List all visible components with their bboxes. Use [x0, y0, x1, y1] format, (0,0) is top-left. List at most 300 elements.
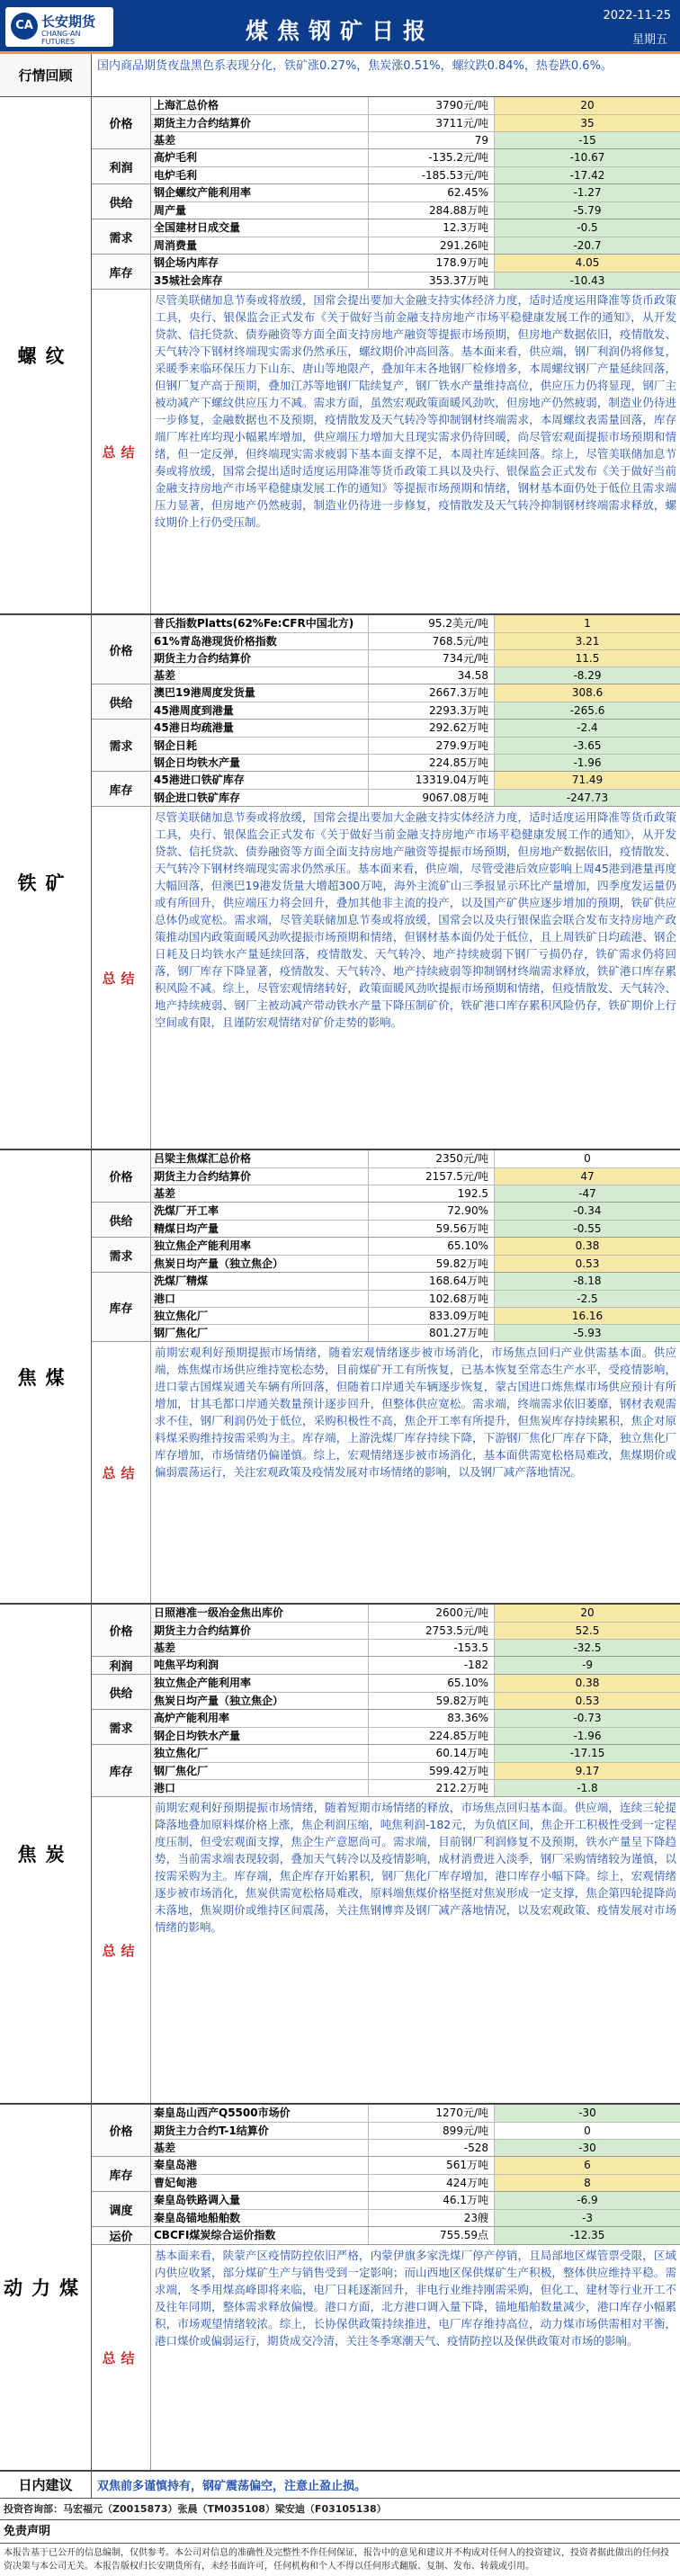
indicator-group-label: 价格	[92, 2105, 151, 2156]
indicator-change: -6.9	[495, 2192, 680, 2209]
indicator-value: 1270元/吨	[369, 2105, 495, 2122]
indicator-change: -20.7	[495, 237, 680, 254]
indicator-name: 周消费量	[151, 237, 369, 254]
indicator-rows	[151, 1657, 680, 1674]
indicator-name: 钢厂焦化厂	[151, 1325, 369, 1341]
indicator-rows	[151, 2227, 680, 2244]
indicator-value: 65.10%	[369, 1675, 495, 1692]
indicator-name: 35城社会库存	[151, 273, 369, 289]
indicator-group-label: 运价	[92, 2227, 151, 2244]
indicator-name: 钢厂焦化厂	[151, 1763, 369, 1779]
section-summary	[92, 1797, 680, 2103]
indicator-group-label: 需求	[92, 720, 151, 771]
indicator-group	[92, 615, 680, 684]
table-row	[151, 2174, 680, 2191]
indicator-value: 95.2美元/吨	[369, 615, 495, 632]
indicator-change: -17.42	[495, 167, 680, 183]
section-body	[92, 615, 680, 1149]
table-row	[151, 1220, 680, 1237]
indicator-change: -5.79	[495, 202, 680, 219]
indicator-name: 吕梁主焦煤汇总价格	[151, 1150, 369, 1167]
indicator-group	[92, 2227, 680, 2245]
table-row	[151, 1307, 680, 1324]
market-review-label: 行情回顾	[0, 54, 92, 96]
indicator-group-label: 需求	[92, 219, 151, 254]
table-row	[151, 1150, 680, 1167]
summary-text: 前期宏观利好预期提振市场情绪，随着宏观情绪逐步被市场消化，市场焦点回归产业供需基本面。供应端，炼焦煤市场供应维持宽松态势，目前煤矿开工有所恢复，已基本恢复至常态生产水平，受疫情影响，进口蒙古国煤炭通关车辆有所回落，但随着口岸通关车辆逐步恢复，蒙古国进口炼焦煤市场供应预计有所增加，甘其毛都口岸通关数量预计逐步回升，但整体供应宽松。需求端，终端需求依旧萎靡，钢材表观需求不佳，钢厂利润仍处于低位，采购积极性不高，焦企开工率有所提升，但焦炭库存持续累积，焦企对原料煤采购维持按需采购为主。库存端，上游洗煤厂库存持续下降，下游钢厂焦化厂库存下降，独立焦化厂库存增加，市场情绪仍偏谨慎。综上，宏观情绪逐步被市场消化，基本面供需宽松格局难改，焦煤期价或偏弱震荡运行，关注宏观政策及疫情发展对市场情绪的影响，以及钢厂减产落地情况。	[155, 1346, 676, 1479]
indicator-group-label: 供给	[92, 1675, 151, 1709]
indicator-value: 3711元/吨	[369, 115, 495, 131]
indicator-name: 基差	[151, 2140, 369, 2156]
indicator-value: 65.10%	[369, 1238, 495, 1255]
section-body	[92, 1150, 680, 1603]
indicator-change: -0.55	[495, 1221, 680, 1237]
indicator-value: 83.36%	[369, 1710, 495, 1727]
indicator-name: 曹妃甸港	[151, 2175, 369, 2191]
table-row	[151, 1324, 680, 1341]
indicator-name: 焦炭日均产量（独立焦企）	[151, 1256, 369, 1272]
indicator-group-label: 价格	[92, 1605, 151, 1656]
indicator-group	[92, 149, 680, 184]
table-row	[151, 272, 680, 289]
table-row	[151, 184, 680, 201]
section-1	[0, 615, 680, 1150]
disclaimer-title: 免责声明	[0, 2520, 680, 2544]
indicator-name: 61%青岛港现货价格指数	[151, 633, 369, 649]
indicator-group-label: 需求	[92, 1238, 151, 1272]
indicator-value: -185.53元/吨	[369, 167, 495, 183]
indicator-group	[92, 2157, 680, 2192]
indicator-name: 港口	[151, 1780, 369, 1796]
indicator-rows	[151, 720, 680, 771]
indicator-name: 期货主力合约结算价	[151, 115, 369, 131]
indicator-change: -8.18	[495, 1273, 680, 1290]
indicator-group	[92, 1745, 680, 1797]
logo-name-cn: 长安期货	[41, 13, 96, 30]
indicator-name: 焦炭日均产量（独立焦企）	[151, 1693, 369, 1709]
table-row	[151, 1710, 680, 1727]
indicator-value: 178.9万吨	[369, 255, 495, 272]
indicator-change: 6	[495, 2157, 680, 2174]
indicator-change: -10.67	[495, 149, 680, 166]
table-row	[151, 1745, 680, 1762]
table-row	[151, 2227, 680, 2244]
indicator-change: 20	[495, 97, 680, 114]
table-row	[151, 1762, 680, 1779]
indicator-name: 独立焦化厂	[151, 1745, 369, 1762]
indicator-value: 2753.5元/吨	[369, 1623, 495, 1639]
table-row	[151, 1657, 680, 1674]
indicator-name: 45港进口铁矿库存	[151, 772, 369, 789]
indicator-change: 8	[495, 2175, 680, 2191]
table-row	[151, 1692, 680, 1709]
indicator-change: -30	[495, 2140, 680, 2156]
indicator-name: 秦皇岛铁路调入量	[151, 2192, 369, 2209]
section-summary	[92, 807, 680, 1149]
section-summary	[92, 1342, 680, 1603]
indicator-change: 0	[495, 2123, 680, 2139]
indicator-value: -528	[369, 2140, 495, 2156]
indicator-name: 钢企螺纹产能利用率	[151, 184, 369, 201]
section-name: 动力煤	[0, 2105, 92, 2470]
indicator-group-label: 价格	[92, 1150, 151, 1202]
indicator-group	[92, 1675, 680, 1710]
indicator-name: 钢企日均铁水产量	[151, 1728, 369, 1744]
indicator-group	[92, 1605, 680, 1657]
indicator-group	[92, 1710, 680, 1745]
indicator-table	[92, 1605, 680, 1797]
indicator-change: -1.96	[495, 755, 680, 771]
summary-text: 尽管美联储加息节奏或将放缓，国常会提出要加大金融支持实体经济力度，适时适度运用降准等货币政策工具，央行、银保监会正式发布《关于做好当前金融支持房地产市场平稳健康发展工作的通知》，从开发贷款、信托贷款、债券融资等方面全面支持房地产融资等提振市场预期，但房地产数据依旧，疫情散发、天气转冷下钢材终端现实需求仍然承压，螺纹期价冲高回落。基本面来看，供应端，钢厂利润仍将修复，采暖季来临环保压力下山东、唐山等地限产，叠加年末各地钢厂检修增多，本周螺纹钢厂产量延续回落，但钢厂复产高于预期，叠加江苏等地钢厂陆续复产，钢厂铁水产量维持高位，供应压力仍将显现，钢厂主被动减产下螺纹供应压力不减。需求方面，虽然宏观政策面暖风劲吹，但房地产仍然疲弱，制造业仍待进一步修复，金融数据也不及预期，疫情散发及天气转冷等抑制钢材终端需求，本周螺纹表需量回落，库存端厂库社库均现小幅累库增加，供应端压力增加大且现实需求仍待回暖，尚尽管宏观面提振市场预期和情绪，但一定反弹，但终端现实需求疲弱下基本面支撑不足，本周社库延续回落。综上，尽管美联储加息节奏或将放缓，国常会提出适时适度运用降准等货币政策工具以及央行、银保监会正式发布《关于做好当前金融支持房地产市场平稳健康发展工作的通知》等提振市场预期和情绪，钢材基本面仍处于低位且需求端压力显著，但房地产仍然疲弱，制造业仍待进一步修复，疫情散发及天气转冷抑制钢材终端需求释放，螺纹期价上行仍受压制。	[155, 293, 676, 529]
summary-text: 尽管美联储加息节奏或将放缓，国常会提出要加大金融支持实体经济力度，适时适度运用降准等货币政策工具，央行、银保监会正式发布《关于做好当前金融支持房地产市场平稳健康发展工作的通知》，从开发贷款、信托贷款、债券融资等方面全面支持房地产融资等提振市场预期，但房地产数据依旧，疫情散发、天气转冷下钢材终端现实需求仍然承压。基本面来看，供应端，尽管受港后效应影响上周45港到港量再度大幅回落，但澳巴19港发货量大增超300万吨，海外主流矿山三季报显示环比产量增加，四季度发运量仍或有所回升，供应端压力将会回升，叠加其他非主流的投产，以及国产矿供应逐步增加的预期，铁矿供应总体仍或宽松。需求端，尽管美联储加息节奏或将放缓，国常会以及央行银保监会联合发布支持房地产政策推动国内政策面暖风劲吹提振市场预期和情绪，但钢材基本面仍处于低位，且上周铁矿日均疏港、钢企日耗及日均铁水产量延续回落，疫情散发、天气转冷、地产持续疲弱下钢厂亏损仍存，铁矿需求仍将回落，钢厂库存下降显著，疫情散发、天气转冷、地产持续疲弱等抑制钢材终端需求释放，铁矿港口库存累积风险不减。综上，尽管宏观情绪转好，政策面暖风劲吹提振市场预期和情绪，但疫情散发、天气转冷、地产持续疲弱、钢厂主被动减产带动铁水产量下降压制矿价，铁矿港口库存累积风险仍存，铁矿期价上行空间或有限，且谨防宏观情绪对矿价走势的影响。	[155, 810, 676, 1029]
indicator-value: 168.64万吨	[369, 1273, 495, 1290]
intraday-advice-label: 日内建议	[0, 2472, 92, 2498]
summary-label: 总结	[92, 1797, 151, 2103]
indicator-change: -9	[495, 1657, 680, 1674]
indicator-rows	[151, 2157, 680, 2191]
table-row	[151, 1290, 680, 1307]
indicator-value: 424万吨	[369, 2175, 495, 2191]
indicator-rows	[151, 1675, 680, 1709]
indicator-change: -12.35	[495, 2227, 680, 2244]
table-row	[151, 789, 680, 806]
indicator-change: -17.15	[495, 1745, 680, 1762]
indicator-group-label: 价格	[92, 615, 151, 684]
table-row	[151, 1167, 680, 1185]
section-name: 铁矿	[0, 615, 92, 1149]
logo-name-en: CHANG-AN FUTURES	[41, 30, 81, 46]
indicator-rows	[151, 97, 680, 148]
table-row	[151, 1675, 680, 1692]
indicator-change: 71.49	[495, 772, 680, 789]
indicator-group	[92, 255, 680, 290]
indicator-rows	[151, 772, 680, 806]
summary-label: 总结	[92, 1342, 151, 1603]
table-row	[151, 1605, 680, 1622]
indicator-group	[92, 2192, 680, 2227]
indicator-group-label: 库存	[92, 1273, 151, 1341]
indicator-value: 353.37万吨	[369, 273, 495, 289]
indicator-change: 4.05	[495, 255, 680, 272]
table-row	[151, 1273, 680, 1290]
indicator-change: 3.21	[495, 633, 680, 649]
indicator-change: -1.96	[495, 1728, 680, 1744]
table-row	[151, 720, 680, 737]
indicator-group-label: 供给	[92, 1203, 151, 1237]
indicator-name: 基差	[151, 1640, 369, 1656]
indicator-name: 期货主力合约结算价	[151, 1168, 369, 1185]
indicator-change: 0.38	[495, 1238, 680, 1255]
indicator-change: -0.34	[495, 1203, 680, 1220]
indicator-rows	[151, 1605, 680, 1656]
report-weekday: 星期五	[631, 33, 667, 47]
table-row	[151, 1639, 680, 1656]
section-summary	[92, 2245, 680, 2470]
table-row	[151, 615, 680, 632]
indicator-rows	[151, 1203, 680, 1237]
table-row	[151, 1255, 680, 1272]
table-row	[151, 2105, 680, 2122]
indicator-change: 52.5	[495, 1623, 680, 1639]
indicator-value: 34.58	[369, 667, 495, 684]
indicator-change: -15	[495, 132, 680, 148]
indicator-name: 独立焦企产能利用率	[151, 1675, 369, 1692]
section-name: 螺纹	[0, 97, 92, 613]
table-row	[151, 632, 680, 649]
report-date: 2022-11-25	[603, 9, 671, 22]
indicator-group	[92, 184, 680, 219]
indicator-group-label: 库存	[92, 255, 151, 289]
indicator-value: 224.85万吨	[369, 755, 495, 771]
indicator-name: 高炉产能利用率	[151, 1710, 369, 1727]
indicator-group	[92, 1238, 680, 1273]
indicator-name: 期货主力合约T-1结算价	[151, 2123, 369, 2139]
indicator-name: 港口	[151, 1291, 369, 1307]
indicator-name: 日照港准一级冶金焦出库价	[151, 1605, 369, 1622]
indicator-name: 澳巴19港周度发货量	[151, 684, 369, 702]
section-3	[0, 1605, 680, 2105]
indicator-table	[92, 2105, 680, 2245]
indicator-change: -8.29	[495, 667, 680, 684]
indicator-value: 599.42万吨	[369, 1763, 495, 1779]
table-row	[151, 2209, 680, 2226]
indicator-change: -30	[495, 2105, 680, 2122]
indicator-name: 上海汇总价格	[151, 97, 369, 114]
section-2	[0, 1150, 680, 1605]
indicator-change: -1.8	[495, 1780, 680, 1796]
indicator-value: 899元/吨	[369, 2123, 495, 2139]
report-header	[0, 0, 680, 54]
indicator-group-label: 库存	[92, 772, 151, 806]
intraday-advice-text: 双焦前多谨慎持有，钢矿震荡偏空，注意止盈止损。	[97, 2480, 367, 2493]
market-review-text: 国内商品期货夜盘黑色系表现分化，铁矿涨0.27%，焦炭涨0.51%，螺纹跌0.84%，热卷跌0.6%。	[97, 59, 613, 73]
indicator-name: 45港周度到港量	[151, 702, 369, 719]
table-row	[151, 2122, 680, 2139]
table-row	[151, 649, 680, 666]
indicator-name: 洗煤厂精煤	[151, 1273, 369, 1290]
indicator-rows	[151, 2105, 680, 2156]
indicator-name: 独立焦企产能利用率	[151, 1238, 369, 1255]
indicator-group-label: 调度	[92, 2192, 151, 2226]
indicator-group-label: 库存	[92, 1745, 151, 1796]
indicator-change: 16.16	[495, 1308, 680, 1324]
indicator-name: 基差	[151, 667, 369, 684]
indicator-value: 60.14万吨	[369, 1745, 495, 1762]
indicator-group	[92, 1150, 680, 1203]
indicator-change: -47	[495, 1185, 680, 1202]
indicator-rows	[151, 255, 680, 289]
indicator-change: -1.27	[495, 184, 680, 201]
indicator-group-label: 供给	[92, 184, 151, 219]
table-row	[151, 754, 680, 771]
table-row	[151, 1203, 680, 1220]
section-name: 焦炭	[0, 1605, 92, 2103]
indicator-name: 期货主力合约结算价	[151, 650, 369, 666]
indicator-rows	[151, 184, 680, 219]
indicator-group-label: 库存	[92, 2157, 151, 2191]
indicator-name: 周产量	[151, 202, 369, 219]
indicator-value: 62.45%	[369, 184, 495, 201]
indicator-rows	[151, 219, 680, 254]
indicator-group-label: 需求	[92, 1710, 151, 1744]
indicator-value: -153.5	[369, 1640, 495, 1656]
indicator-group-label: 价格	[92, 97, 151, 148]
indicator-rows	[151, 1710, 680, 1744]
indicator-value: -135.2元/吨	[369, 149, 495, 166]
analyst-credits: 投资咨询部：马宏福元（Z0015873）张晨（TM035108）梁安迪（F03105138）	[0, 2499, 680, 2520]
indicator-table	[92, 1150, 680, 1342]
indicator-name: 钢企场内库存	[151, 255, 369, 272]
indicator-value: 23艘	[369, 2210, 495, 2226]
indicator-change: -32.5	[495, 1640, 680, 1656]
table-row	[151, 1185, 680, 1202]
table-row	[151, 2139, 680, 2156]
indicator-value: 2157.5元/吨	[369, 1168, 495, 1185]
indicator-change: 35	[495, 115, 680, 131]
indicator-name: 普氏指数Platts(62%Fe:CFR中国北方)	[151, 615, 369, 632]
indicator-name: 秦皇岛锚地船舶数	[151, 2210, 369, 2226]
indicator-value: 59.82万吨	[369, 1256, 495, 1272]
market-review	[0, 54, 680, 97]
table-row	[151, 219, 680, 237]
indicator-rows	[151, 684, 680, 719]
commodity-sections	[0, 97, 680, 2472]
indicator-value: 2667.3万吨	[369, 684, 495, 702]
indicator-group	[92, 1657, 680, 1675]
indicator-value: 12.3万吨	[369, 219, 495, 237]
indicator-change: -5.93	[495, 1325, 680, 1341]
summary-label: 总结	[92, 807, 151, 1149]
indicator-rows	[151, 1238, 680, 1272]
indicator-value: 59.56万吨	[369, 1221, 495, 1237]
indicator-table	[92, 615, 680, 807]
indicator-value: 284.88万吨	[369, 202, 495, 219]
indicator-change: -0.73	[495, 1710, 680, 1727]
summary-text: 前期宏观利好预期提振市场情绪，随着短期市场情绪的释放，市场焦点回归基本面。供应端，连续三轮提降落地叠加原料煤价格上涨，焦企利润压缩，吨焦利润-182元，为负值区间，焦企开工积极性受到一定程度压制，但受宏观面支撑，焦企生产意愿尚可。需求端，目前钢厂利润修复不及预期，铁水产量呈下降趋势，当前需求端表现较弱，叠加天气转冷以及疫情影响，成材消费进入淡季，钢厂采购情绪较为谨慎，以按需采购为主。库存端，焦企库存开始累积，钢厂焦化厂库存增加，港口库存小幅下降。综上，宏观情绪逐步被市场消化，焦炭供需宽松格局难改，原料端焦煤价格坚挺对焦炭形成一定支撑，焦企第四轮提降尚未落地，焦炭期价或维持区间震荡，关注焦钢博弈及钢厂减产落地情况，以及宏观政策、疫情发展对市场情绪的影响。	[155, 1801, 676, 1934]
summary-label: 总结	[92, 290, 151, 613]
table-row	[151, 684, 680, 702]
indicator-value: -182	[369, 1657, 495, 1674]
section-body	[92, 1605, 680, 2103]
indicator-change: 9.17	[495, 1763, 680, 1779]
indicator-value: 46.1万吨	[369, 2192, 495, 2209]
intraday-advice	[0, 2472, 680, 2499]
indicator-value: 212.2万吨	[369, 1780, 495, 1796]
indicator-value: 102.68万吨	[369, 1291, 495, 1307]
indicator-group	[92, 772, 680, 807]
indicator-value: 291.26吨	[369, 237, 495, 254]
indicator-group-label: 利润	[92, 149, 151, 183]
indicator-group	[92, 684, 680, 720]
table-row	[151, 772, 680, 789]
section-name: 焦煤	[0, 1150, 92, 1603]
indicator-name: 精煤日均产量	[151, 1221, 369, 1237]
indicator-rows	[151, 149, 680, 183]
table-row	[151, 149, 680, 166]
indicator-change: -3	[495, 2210, 680, 2226]
table-row	[151, 1727, 680, 1744]
table-row	[151, 255, 680, 272]
indicator-name: 基差	[151, 1185, 369, 1202]
indicator-value: 292.62万吨	[369, 720, 495, 737]
indicator-name: 钢企日均铁水产量	[151, 755, 369, 771]
indicator-value: 9067.08万吨	[369, 790, 495, 806]
indicator-change: -247.73	[495, 790, 680, 806]
indicator-value: 755.59点	[369, 2227, 495, 2244]
section-body	[92, 2105, 680, 2470]
logo-mark-icon: CA	[11, 13, 38, 40]
indicator-change: -2.4	[495, 720, 680, 737]
section-body	[92, 97, 680, 613]
table-row	[151, 97, 680, 114]
summary-label: 总结	[92, 2245, 151, 2470]
table-row	[151, 237, 680, 254]
indicator-rows	[151, 1273, 680, 1341]
summary-text: 基本面来看，陕蒙产区疫情防控依旧严格，内蒙伊旗多家洗煤厂停产停销，且局部地区煤管票受限，区域内供应收紧，部分煤矿生产与销售受到一定影响；而山西地区保供煤矿生产积极，整体供应维持平稳。需求端，冬季用煤高峰即将来临，电厂日耗逐渐回升，非电行业维持刚需采购，但化工、建材等行业开工不及往年同期，整体需求释放偏慢。港口方面，北方港口调入量下降，锚地船舶数量减少，港口库存小幅累积，市场观望情绪较浓。综上，长协保供政策持续推进，电厂库存维持高位，动力煤市场供需相对平衡，港口煤价或偏弱运行，期货成交冷清，关注冬季寒潮天气、疫情防控以及保供政策对市场的影响。	[155, 2249, 676, 2348]
indicator-group-label: 供给	[92, 684, 151, 719]
indicator-change: 11.5	[495, 650, 680, 666]
table-row	[151, 2157, 680, 2174]
indicator-rows	[151, 615, 680, 684]
table-row	[151, 737, 680, 754]
indicator-value: 2350元/吨	[369, 1150, 495, 1167]
indicator-group	[92, 2105, 680, 2157]
indicator-group	[92, 1273, 680, 1342]
table-row	[151, 702, 680, 719]
table-row	[151, 1238, 680, 1255]
indicator-name: 45港日均疏港量	[151, 720, 369, 737]
section-0	[0, 97, 680, 615]
disclaimer-text: 本报告基于已公开的信息编制，仅供参考。本公司对信息的准确性及完整性不作任何保证，报告中的意见和建议并不构成对任何人的投资建议，投资者据此做出的任何投资决策与本公司无关。本报告版权归长安期货所有，未经书面许可，任何机构和个人不得以任何形式翻版、复制、发布、转载或引用。	[4, 2548, 669, 2572]
indicator-group-label: 利润	[92, 1657, 151, 1674]
indicator-name: 钢企日耗	[151, 738, 369, 754]
indicator-value: 801.27万吨	[369, 1325, 495, 1341]
indicator-change: 20	[495, 1605, 680, 1622]
indicator-change: -2.5	[495, 1291, 680, 1307]
indicator-name: 钢企进口铁矿库存	[151, 790, 369, 806]
indicator-group	[92, 97, 680, 149]
table-row	[151, 2192, 680, 2209]
indicator-name: 期货主力合约结算价	[151, 1623, 369, 1639]
indicator-value: 79	[369, 132, 495, 148]
indicator-name: 洗煤厂开工率	[151, 1203, 369, 1220]
indicator-change: 0.38	[495, 1675, 680, 1692]
indicator-change: 0.53	[495, 1256, 680, 1272]
indicator-value: 2293.3万吨	[369, 702, 495, 719]
table-row	[151, 1622, 680, 1639]
indicator-value: 2600元/吨	[369, 1605, 495, 1622]
indicator-value: 72.90%	[369, 1203, 495, 1220]
indicator-rows	[151, 1745, 680, 1796]
indicator-value: 734元/吨	[369, 650, 495, 666]
indicator-name: 高炉毛利	[151, 149, 369, 166]
indicator-name: 独立焦化厂	[151, 1308, 369, 1324]
section-4	[0, 2105, 680, 2472]
indicator-change: -0.5	[495, 219, 680, 237]
table-row	[151, 1779, 680, 1796]
indicator-value: 224.85万吨	[369, 1728, 495, 1744]
indicator-value: 192.5	[369, 1185, 495, 1202]
indicator-change: 0.53	[495, 1693, 680, 1709]
indicator-value: 561万吨	[369, 2157, 495, 2174]
indicator-value: 768.5元/吨	[369, 633, 495, 649]
table-row	[151, 201, 680, 219]
indicator-name: 基差	[151, 132, 369, 148]
table-row	[151, 166, 680, 183]
indicator-group	[92, 720, 680, 772]
indicator-change: 1	[495, 615, 680, 632]
table-row	[151, 131, 680, 148]
